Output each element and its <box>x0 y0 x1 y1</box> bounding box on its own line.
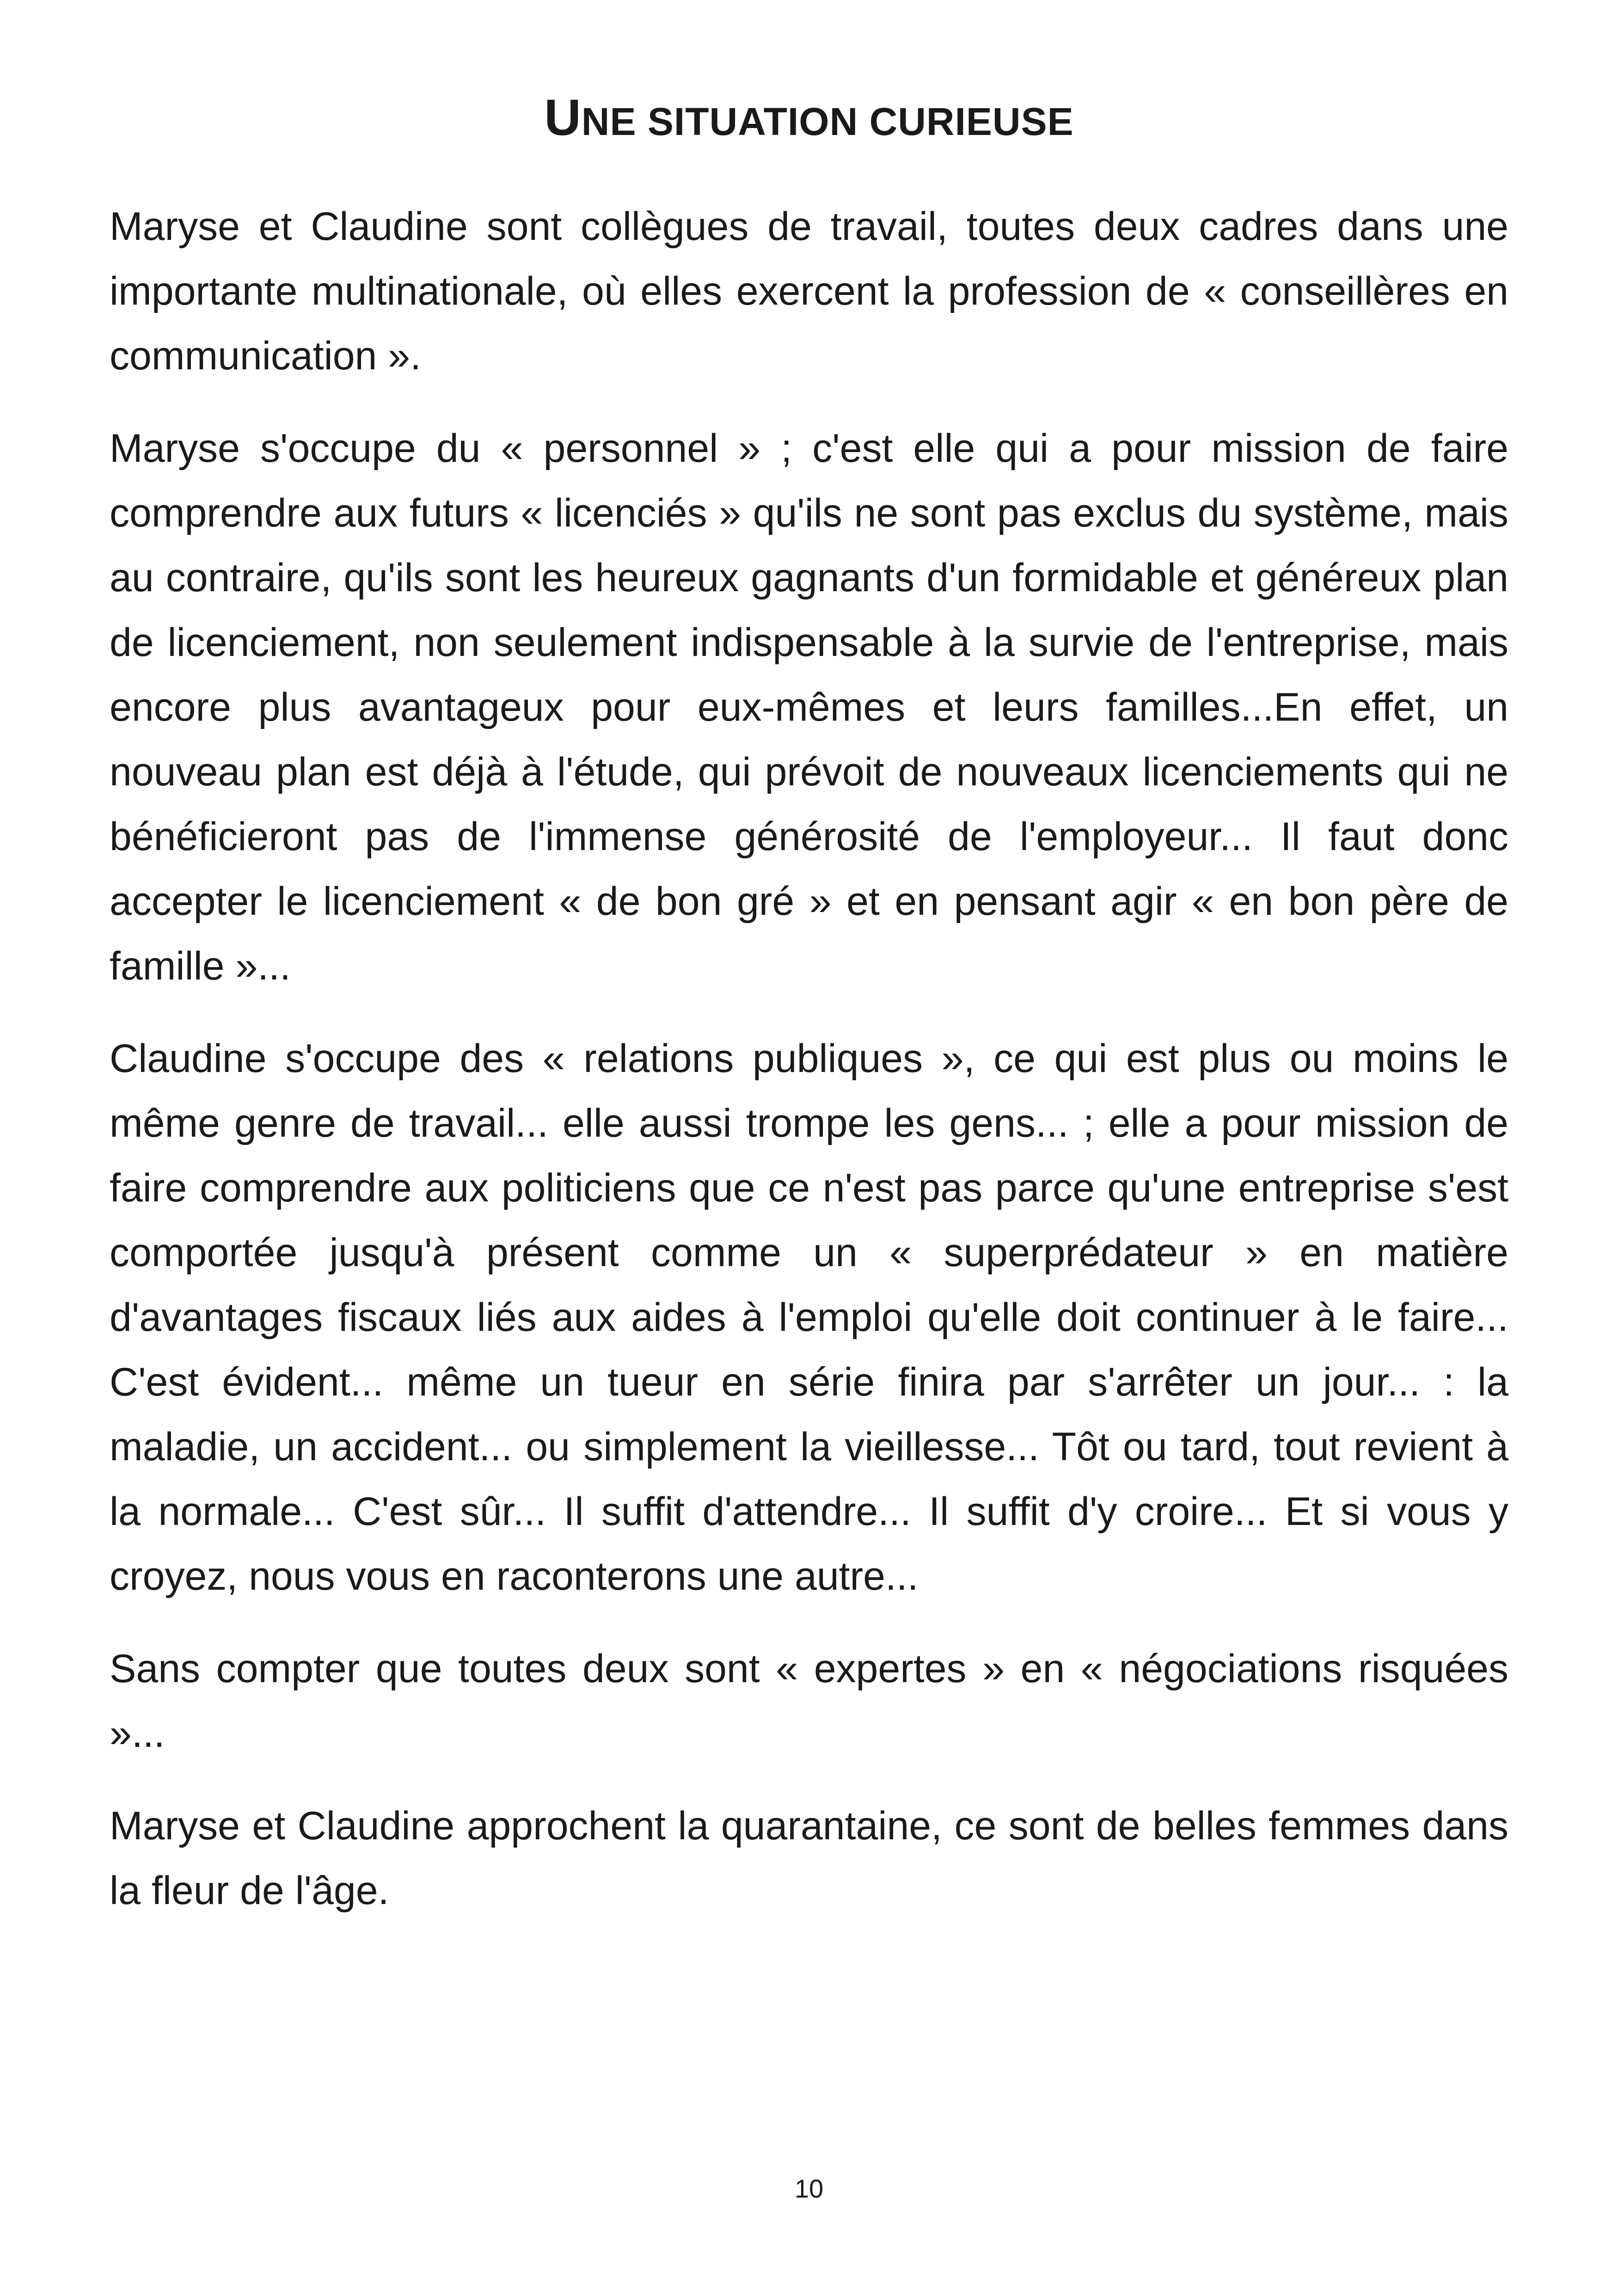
page-title <box>0 86 1618 154</box>
paragraph-2: Maryse s'occupe du « personnel » ; c'est elle qui a pour mission de faire comprendre aux futurs « licenciés » qu'ils ne sont pas exclus du système, mais au contraire, qu'ils sont les heureux gagnants d'un formidable et généreux plan de licenciement, non seulement indispensable à la survie de l'entreprise, mais encore plus avantageux pour eux-mêmes et leurs familles...En effet, un nouveau plan est déjà à l'étude, qui prévoit de nouveaux licenciements qui ne bénéficieront pas de l'immense générosité de l'employeur... Il faut donc accepter le licenciement « de bon gré » et en pensant agir « en bon père de famille »... <box>110 426 1508 988</box>
title-rest: NE SITUATION CURIEUSE <box>581 100 1074 143</box>
paragraph-3: Claudine s'occupe des « relations publiques », ce qui est plus ou moins le même genre de travail... elle aussi trompe les gens... ; elle a pour mission de faire comprendre aux politiciens que ce n'est pas parce qu'une entreprise s'est comportée jusqu'à présent comme un « superprédateur » en matière d'avantages fiscaux liés aux aides à l'emploi qu'elle doit continuer à le faire... C'est évident... même un tueur en série finira par s'arrêter un jour... : la maladie, un accident... ou simplement la vieillesse... Tôt ou tard, tout revient à la normale... C'est sûr... Il suffit d'attendre... Il suffit d'y croire... Et si vous y croyez, nous vous en raconterons une autre... <box>110 1036 1508 1598</box>
paragraph-1: Maryse et Claudine sont collègues de travail, toutes deux cadres dans une importante multinationale, où elles exercent la profession de « conseillères en communication ». <box>110 204 1508 378</box>
paragraph-5: Maryse et Claudine approchent la quarantaine, ce sont de belles femmes dans la fleur de l'âge. <box>110 1804 1508 1913</box>
paragraph-4: Sans compter que toutes deux sont « expertes » en « négociations risquées »... <box>110 1647 1508 1756</box>
page-number: 10 <box>794 2174 824 2203</box>
title-initial: U <box>544 89 582 146</box>
body-text <box>110 194 1508 1951</box>
